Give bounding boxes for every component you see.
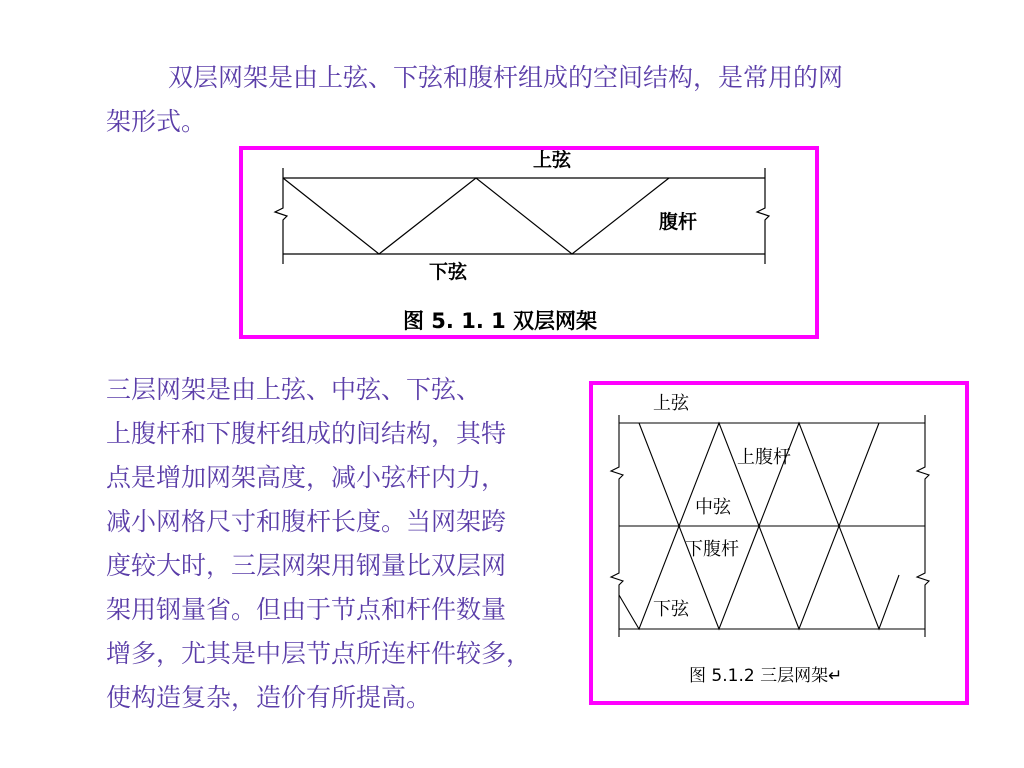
lower-web-label: 下腹杆 (685, 539, 739, 560)
figure1-caption: 图 5. 1. 1 双层网架 (403, 309, 598, 333)
figure-double-layer-grid (239, 146, 819, 339)
paragraph2-line: 度较大时，三层网架用钢量比双层网 (106, 551, 507, 580)
paragraph2-line: 使构造复杂，造价有所提高。 (106, 683, 432, 712)
top-chord-label: 上弦 (653, 393, 689, 414)
figure-triple-layer-grid (589, 381, 969, 705)
right-break-symbol (757, 168, 769, 264)
paragraph2-line: 三层网架是由上弦、中弦、下弦、 (106, 375, 482, 404)
paragraph2-line: 增多，尤其是中层节点所连杆件较多， (106, 639, 532, 668)
paragraph-double-layer-grid (106, 56, 956, 144)
paragraph2-line: 点是增加网架高度，减小弦杆内力， (106, 463, 507, 492)
middle-chord-label: 中弦 (695, 497, 731, 518)
left-break-symbol (275, 168, 287, 264)
triple-layer-grid-diagram (593, 385, 965, 701)
paragraph1-line2: 架形式。 (106, 107, 207, 136)
top-chord-label: 上弦 (533, 150, 572, 171)
paragraph2-line: 架用钢量省。但由于节点和杆件数量 (106, 595, 507, 624)
bottom-chord-label: 下弦 (429, 261, 468, 283)
bottom-chord-label: 下弦 (653, 599, 689, 620)
double-layer-grid-diagram (243, 150, 815, 335)
upper-web-label: 上腹杆 (737, 447, 791, 468)
web-member-label: 腹杆 (659, 211, 698, 233)
paragraph2-line: 上腹杆和下腹杆组成的间结构，其特 (106, 419, 507, 448)
web-members (283, 178, 669, 254)
paragraph1-line1: 双层网架是由上弦、下弦和腹杆组成的空间结构，是常用的网 (168, 63, 844, 92)
paragraph-triple-layer-grid (106, 368, 586, 720)
figure2-caption: 图 5.1.2 三层网架↵ (689, 666, 843, 686)
paragraph2-line: 减小网格尺寸和腹杆长度。当网架跨 (106, 507, 507, 536)
